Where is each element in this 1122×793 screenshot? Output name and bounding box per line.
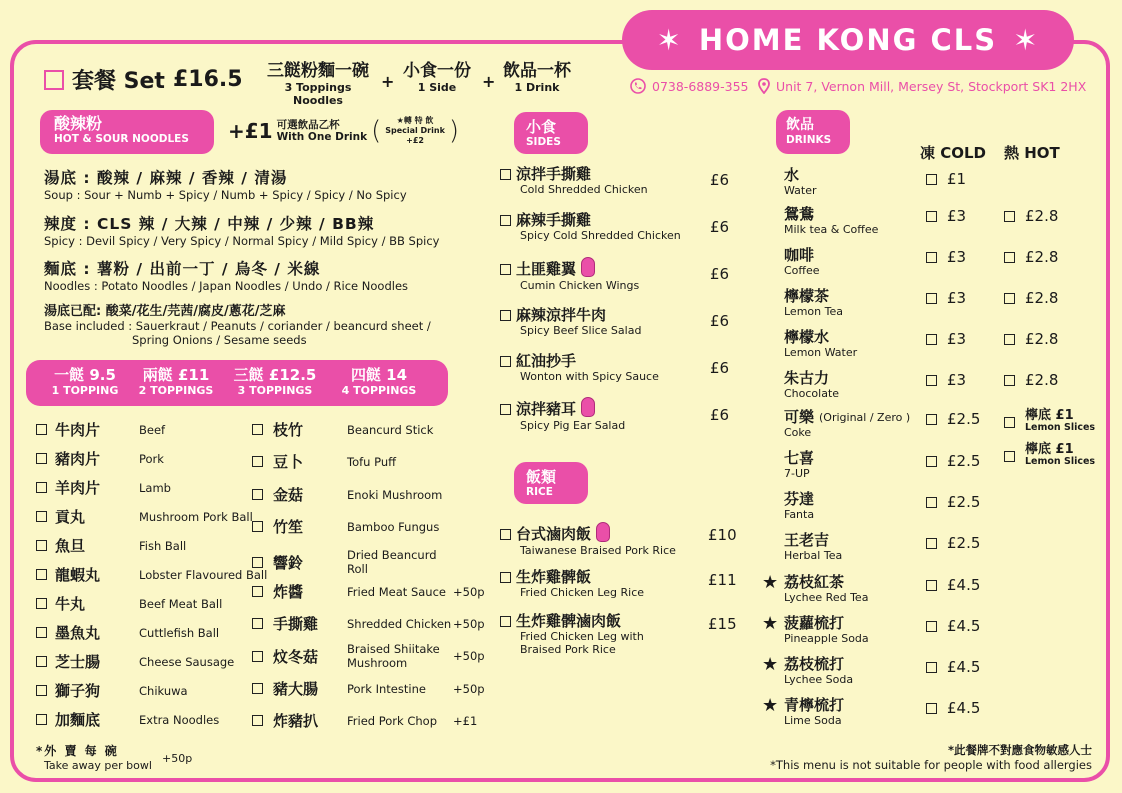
list-item[interactable]: 羊肉片 Lamb <box>36 477 171 498</box>
set-title: 套餐 Set <box>72 69 165 94</box>
checkbox[interactable] <box>926 252 937 263</box>
hot-sour-noodles-header: 酸辣粉 HOT & SOUR NOODLES <box>40 110 214 154</box>
checkbox[interactable] <box>252 586 263 597</box>
pointing-hand-icon <box>581 397 595 417</box>
cold-option[interactable]: £2.5 <box>926 493 980 511</box>
checkbox[interactable] <box>500 264 511 275</box>
hot-option[interactable]: £2.8 <box>1004 207 1058 225</box>
cold-option[interactable]: £4.5 <box>926 576 980 594</box>
lemon-slices-option[interactable]: 檸底 £1 Lemon Slices <box>1004 444 1095 468</box>
checkbox[interactable] <box>926 174 937 185</box>
checkbox[interactable] <box>252 489 263 500</box>
list-item[interactable]: 土匪雞翼 Cumin Chicken Wings <box>500 259 639 292</box>
checkbox[interactable] <box>1004 252 1015 263</box>
list-item[interactable]: 麻辣涼拌牛肉 Spicy Beef Slice Salad <box>500 307 641 337</box>
checkbox[interactable] <box>36 453 47 464</box>
checkbox[interactable] <box>1004 211 1015 222</box>
checkbox[interactable] <box>500 169 511 180</box>
checkbox[interactable] <box>926 456 937 467</box>
checkbox[interactable] <box>1004 375 1015 386</box>
item-price: £6 <box>710 218 730 236</box>
list-item[interactable]: 紅油抄手 Wonton with Spicy Sauce <box>500 353 659 383</box>
checkbox[interactable] <box>500 356 511 367</box>
base-included: 湯底已配: 酸菜/花生/芫茜/腐皮/蔥花/芝麻 Base included : Sauerkraut / Peanuts / coriander / beancurd sheet / Spring Onions / Sesame seeds <box>44 304 431 347</box>
star-icon: ★ <box>762 613 779 634</box>
list-item[interactable]: 枝竹 Beancurd Stick <box>252 419 453 440</box>
hot-option[interactable]: £2.8 <box>1004 371 1058 389</box>
list-item[interactable]: 貢丸 Mushroom Pork Ball <box>36 506 253 527</box>
cold-option[interactable]: £4.5 <box>926 699 980 717</box>
checkbox[interactable] <box>926 293 937 304</box>
list-item: 鴛鴦 Milk tea & Coffee <box>784 205 879 236</box>
list-item[interactable]: 加麵底 Extra Noodles <box>36 709 219 730</box>
hot-column-label: 熱 HOT <box>1004 144 1060 162</box>
takeaway-note: *外 賣 每 碗 Take away per bowl <box>36 744 152 772</box>
cold-option[interactable]: £3 <box>926 248 966 266</box>
item-price: £6 <box>710 265 730 283</box>
cold-option[interactable]: £3 <box>926 289 966 307</box>
checkbox[interactable] <box>500 404 511 415</box>
contact-phone <box>630 78 749 94</box>
pointing-hand-icon <box>581 257 595 277</box>
cold-option[interactable]: £1 <box>926 170 966 188</box>
hot-option[interactable]: £2.8 <box>1004 248 1058 266</box>
cold-option[interactable]: £4.5 <box>926 617 980 635</box>
checkbox[interactable] <box>36 482 47 493</box>
item-price: £10 <box>708 526 737 544</box>
list-item[interactable]: 台式滷肉飯 Taiwanese Braised Pork Rice <box>500 524 676 557</box>
cold-option[interactable]: £3 <box>926 330 966 348</box>
checkbox[interactable] <box>926 621 937 632</box>
star-icon: ✶ <box>656 23 683 57</box>
checkbox[interactable] <box>36 598 47 609</box>
checkbox[interactable] <box>36 424 47 435</box>
checkbox[interactable] <box>252 424 263 435</box>
set-part-noodles: 三餸粉麵一碗 3 Toppings Noodles <box>267 61 369 107</box>
checkbox[interactable] <box>500 572 511 583</box>
lemon-slices-option[interactable]: 檸底 £1 Lemon Slices <box>1004 410 1095 434</box>
list-item: 荔枝紅茶 Lychee Red Tea <box>784 573 869 604</box>
list-item[interactable]: 龍蝦丸 Lobster Flavoured Ball <box>36 564 267 585</box>
list-item[interactable]: 金菇 Enoki Mushroom <box>252 484 453 505</box>
checkbox[interactable] <box>926 662 937 673</box>
list-item: 水 Water <box>784 166 817 197</box>
hot-option[interactable]: £2.8 <box>1004 330 1058 348</box>
cold-column-label: 凍 COLD <box>920 144 986 162</box>
drinks-header: 飲品 DRINKS <box>776 110 850 154</box>
item-price: £15 <box>708 615 737 633</box>
plus-sign: + <box>482 72 496 91</box>
checkbox[interactable] <box>926 211 937 222</box>
checkbox[interactable] <box>36 540 47 551</box>
sides-header: 小食 SIDES <box>514 112 588 154</box>
star-icon: ★ <box>762 695 779 716</box>
item-price: £11 <box>708 571 737 589</box>
list-item: 朱古力 Chocolate <box>784 369 840 400</box>
takeaway-price: +50p <box>162 752 193 765</box>
cold-option[interactable]: £3 <box>926 371 966 389</box>
special-drink-offer: ★轉 特 飲 Special Drink +£2 <box>385 116 445 145</box>
checkbox[interactable] <box>926 497 937 508</box>
cold-option[interactable]: £2.5 <box>926 534 980 552</box>
checkbox[interactable] <box>36 656 47 667</box>
list-item: 芬達 Fanta <box>784 490 815 521</box>
item-price: £6 <box>710 312 730 330</box>
checkbox[interactable] <box>36 569 47 580</box>
checkbox[interactable] <box>500 529 511 540</box>
checkbox[interactable] <box>1004 451 1015 462</box>
list-item[interactable]: 生炸雞髀飯 Fried Chicken Leg Rice <box>500 569 644 599</box>
list-item[interactable]: 豬大腸 Pork Intestine +50p <box>252 678 485 699</box>
checkbox[interactable] <box>252 683 263 694</box>
list-item[interactable]: 芝士腸 Cheese Sausage <box>36 651 234 672</box>
drink-offer: +£1 可選飲品乙杯 With One Drink ( ★轉 特 飲 Special Drink +£2 ) <box>228 116 460 146</box>
list-item[interactable]: 炸醬 Fried Meat Sauce +50p <box>252 581 485 602</box>
list-item: 咖啡 Coffee <box>784 246 820 277</box>
phone-icon <box>630 78 646 94</box>
allergy-note: *此餐牌不對應食物敏感人士 *This menu is not suitable for people with food allergies <box>770 743 1092 772</box>
brand-title: HOME KONG CLS <box>698 23 998 57</box>
set-part-side: 小食一份 1 Side <box>403 61 471 94</box>
topping-tier-3: 三餸 £12.5 3 TOPPINGS <box>233 366 317 397</box>
item-price: £6 <box>710 171 730 189</box>
list-item[interactable]: 豬肉片 Pork <box>36 448 164 469</box>
list-item[interactable]: 麻辣手撕雞 Spicy Cold Shredded Chicken <box>500 212 681 242</box>
checkbox[interactable] <box>1004 293 1015 304</box>
checkbox[interactable] <box>252 521 263 532</box>
list-item[interactable]: 牛肉片 Beef <box>36 419 165 440</box>
set-part-drink: 飲品一杯 1 Drink <box>503 61 571 94</box>
location-pin-icon <box>758 78 770 94</box>
address-text: Unit 7, Vernon Mill, Mersey St, Stockport SK1 2HX <box>776 78 1087 94</box>
list-item: 可樂 (Original / Zero ) Coke <box>784 408 911 439</box>
checkbox[interactable] <box>926 703 937 714</box>
hot-option[interactable]: £2.8 <box>1004 289 1058 307</box>
star-icon: ★ <box>762 572 779 593</box>
list-item: 荔枝梳打 Lychee Soda <box>784 655 854 686</box>
list-item: 青檸梳打 Lime Soda <box>784 696 845 727</box>
checkbox[interactable] <box>252 651 263 662</box>
brand-banner <box>622 10 1074 70</box>
spicy-options: 辣度 : CLS 辣 / 大辣 / 中辣 / 少辣 / BB辣 Spicy : Devil Spicy / Very Spicy / Normal Spicy / Mild Spicy / BB Spicy <box>44 215 440 248</box>
drink-offer-price: +£1 <box>228 119 273 143</box>
checkbox[interactable] <box>926 375 937 386</box>
list-item[interactable]: 獅子狗 Chikuwa <box>36 680 188 701</box>
set-price: £16.5 <box>172 67 243 92</box>
checkbox[interactable] <box>252 715 263 726</box>
soup-options: 湯底 : 酸辣 / 麻辣 / 香辣 / 清湯 Soup : Sour + Numb + Spicy / Numb + Spicy / Spicy / No Spicy <box>44 169 407 202</box>
checkbox[interactable] <box>36 627 47 638</box>
contact-address <box>758 78 1086 94</box>
cold-option[interactable]: £4.5 <box>926 658 980 676</box>
checkbox[interactable] <box>926 414 937 425</box>
item-price: £6 <box>710 406 730 424</box>
checkbox[interactable] <box>1004 417 1015 428</box>
cold-option[interactable]: £2.5 <box>926 410 980 428</box>
cold-option[interactable]: £3 <box>926 207 966 225</box>
list-item[interactable]: 炸豬扒 Fried Pork Chop +£1 <box>252 710 477 731</box>
item-price: £6 <box>710 359 730 377</box>
cold-option[interactable]: £2.5 <box>926 452 980 470</box>
topping-tier-4: 四餸 14 4 TOPPINGS <box>341 366 417 397</box>
list-item[interactable]: 炆冬菇 Braised Shiitake Mushroom +50p <box>252 642 485 670</box>
topping-tier-1: 一餸 9.5 1 TOPPING <box>51 366 119 397</box>
noodle-options: 麵底 : 薯粉 / 出前一丁 / 烏冬 / 米線 Noodles : Potato Noodles / Japan Noodles / Undo / Rice Noodles <box>44 260 409 293</box>
checkbox[interactable] <box>36 685 47 696</box>
checkbox[interactable] <box>926 580 937 591</box>
list-item[interactable]: 墨魚丸 Cuttlefish Ball <box>36 622 219 643</box>
checkbox[interactable] <box>500 616 511 627</box>
checkbox[interactable] <box>500 310 511 321</box>
list-item[interactable]: 涼拌手撕雞 Cold Shredded Chicken <box>500 166 648 196</box>
checkbox[interactable] <box>926 334 937 345</box>
toppings-price-bar <box>26 360 448 406</box>
list-item[interactable]: 牛丸 Beef Meat Ball <box>36 593 222 614</box>
star-icon: ✶ <box>1013 23 1040 57</box>
set-meal-title <box>44 64 243 95</box>
list-item: 檸檬茶 Lemon Tea <box>784 287 843 318</box>
checkbox[interactable] <box>500 215 511 226</box>
list-item: 七喜 7-UP <box>784 449 815 480</box>
rice-header: 飯類 RICE <box>514 462 588 504</box>
list-item[interactable]: 竹笙 Bamboo Fungus <box>252 516 453 537</box>
list-item[interactable]: 涼拌豬耳 Spicy Pig Ear Salad <box>500 399 625 432</box>
checkbox[interactable] <box>252 618 263 629</box>
checkbox[interactable] <box>252 557 263 568</box>
list-item[interactable]: 魚旦 Fish Ball <box>36 535 186 556</box>
checkbox[interactable] <box>252 456 263 467</box>
list-item: 檸檬水 Lemon Water <box>784 328 858 359</box>
checkbox[interactable] <box>36 511 47 522</box>
checkbox[interactable] <box>1004 334 1015 345</box>
checkbox[interactable] <box>926 538 937 549</box>
list-item[interactable]: 手撕雞 Shredded Chicken +50p <box>252 613 485 634</box>
list-item[interactable]: 響鈴 Dried Beancurd Roll <box>252 548 453 576</box>
list-item: 菠蘿梳打 Pineapple Soda <box>784 614 869 645</box>
pointing-hand-icon <box>596 522 610 542</box>
plus-sign: + <box>381 72 395 91</box>
list-item: 王老吉 Herbal Tea <box>784 531 843 562</box>
star-icon: ★ <box>762 654 779 675</box>
list-item[interactable]: 豆卜 Tofu Puff <box>252 451 453 472</box>
checkbox[interactable] <box>36 714 47 725</box>
topping-tier-2: 兩餸 £11 2 TOPPINGS <box>138 366 214 397</box>
list-item[interactable]: 生炸雞髀滷肉飯 Fried Chicken Leg with Braised Pork Rice <box>500 613 644 656</box>
phone-number: 0738-6889-355 <box>652 78 749 94</box>
checkbox[interactable] <box>44 70 64 90</box>
